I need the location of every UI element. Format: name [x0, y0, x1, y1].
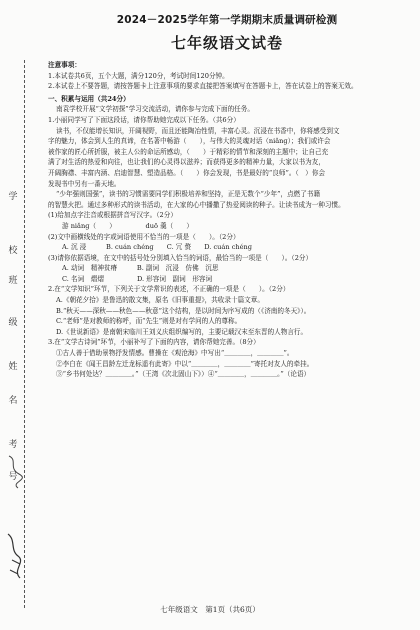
answer-options: A. 沉 浸 B. cuán chénɡ C. 冗 赘 D. cuán chénɡ	[62, 243, 253, 252]
exam-content	[48, 12, 406, 380]
notice-line: 2.本试卷上不要答题，请按答题卡上注意事项的要求直接把答案填写在答题卡上，答在试卷上的答案无效。	[48, 82, 358, 91]
notice-title: 注意事项：	[48, 61, 81, 69]
binding-margin	[0, 60, 44, 620]
sub-question: (1)给加点字注音或根据拼音写汉字。（2分）	[48, 211, 177, 220]
question-title: 3.在“文学古诗词”环节，小丽补写了下面的内容，请你帮她完善。（8分）	[48, 338, 260, 347]
binding-char: 号	[6, 472, 20, 482]
exam-header: 2024－2025学年第一学期期末质量调研检测	[116, 14, 338, 26]
passage-line: “少年强则国强”，读书的习惯需要同学们积极培养和坚持，正是无数个“少年”，点燃了书籍	[56, 190, 321, 199]
answer-option: D.《世说新语》是南朝宋临川王刘义庆组织编写的，主要记载汉末至东晋的人物言行。	[56, 327, 308, 336]
binding-char: 班	[6, 276, 20, 286]
passage-line: 字的魅力，体会到人生的真谛，在名著中畅游（ ），与伟大的灵魂对话（niǎnɡ）；我们或许会	[48, 137, 331, 146]
answer-options: A. 动词 精神贫瘠 B. 副词 沉浸 仿佛 沉思	[62, 264, 219, 273]
binding-char: 考	[6, 440, 20, 450]
poetry-line: ①古人善于借助景物抒发情感。曹操在《观沧海》中写出“＿＿＿＿，＿＿＿＿”。	[56, 349, 294, 358]
sub-question-items: 游 niǎnɡ（ ） duō 羹（ ）	[62, 221, 193, 230]
handwriting-scribble	[4, 452, 26, 492]
answer-options: C. 名词 熠熠 D. 形容词 副词 形容词	[62, 274, 213, 283]
passage-line: 读书，不仅能增长知识，开阔视野，而且还能陶冶性情，丰富心灵。沉浸在书香中，你将感受到文	[56, 126, 340, 135]
exam-title: 七年级语文试卷	[170, 34, 283, 52]
notice-line: 1.本试卷共6页，五个大题，满分120分，考试时间120分钟。	[48, 71, 229, 80]
passage-line: 满了对生活的热爱和向往，也让我们的心灵得以滋养；而获得更多的精神力量，大家以书为友，	[48, 158, 325, 167]
section-heading: 一、积累与运用（共24分）	[48, 94, 130, 103]
binding-char: 校	[6, 246, 20, 256]
binding-char: 级	[6, 318, 20, 328]
section-intro: 南袁学校开展“文学初探”学习交流活动，请你参与完成下面的任务。	[56, 105, 254, 114]
poetry-line: ②李白在《闻王昌龄左迁龙标遥有此寄》中以“＿＿＿＿，＿＿＿＿”寄托对友人的牵挂。	[56, 359, 314, 368]
sub-question: (2)文中画横线处的字或词语使用不恰当的一项是（ ）。（2分）	[48, 232, 240, 241]
passage-line: 发现书中另有一番天地。	[48, 179, 121, 188]
sub-question: (3)请你依据语境，在文中的括号处分别填入恰当的词语，最恰当的一项是（ ）。（2分）	[48, 253, 313, 262]
question-title: 2.在“文学知识”环节，下列关于文学常识的表述，不正确的一项是（ ）。（2分）	[48, 285, 290, 294]
passage-line: 开阔胸襟、丰富内涵、启迪智慧、塑造品格。（ ）你会发现，书是最好的“良师”。（ ）你会	[48, 168, 326, 177]
binding-dashed-line	[24, 60, 25, 608]
poetry-line: ③“乡书何处达？＿＿＿＿。”（王湾《次北固山下》）④“＿＿＿＿，＿＿＿＿。”（论语）	[56, 370, 311, 379]
passage-line: 被作家的匠心所折服，被主人公的命运所感动，（ ）于精彩的情节和深刻的主题中；让自己充	[48, 147, 329, 156]
page-footer: 七年级语文 第1页（共6页）	[160, 605, 260, 614]
binding-char: 学	[6, 192, 20, 202]
handwriting-scribble	[4, 530, 26, 590]
binding-char: 名	[6, 396, 20, 406]
question-title: 1.小丽同学写了下面这段话，请你帮助她完成以下任务。（共6分）	[48, 115, 240, 124]
passage-line: 的智慧火把。通过多种形式的读书活动，在大家的心中播撒了热爱阅读的种子。让读书成为一种习惯。	[48, 200, 345, 209]
answer-option: A.《朝花夕拾》是鲁迅的散文集，原名《旧事重提》，共收录十篇文章。	[56, 296, 264, 305]
answer-option: B.“秋天——深秋——秋色——秋意”这个结构，是以时间为序写成的（《济南的冬天》）。	[56, 306, 311, 315]
answer-option: C.“老师”是对教师的称呼，而“先生”则是对有学问的人的尊称。	[56, 317, 242, 326]
binding-char: 姓	[6, 362, 20, 372]
